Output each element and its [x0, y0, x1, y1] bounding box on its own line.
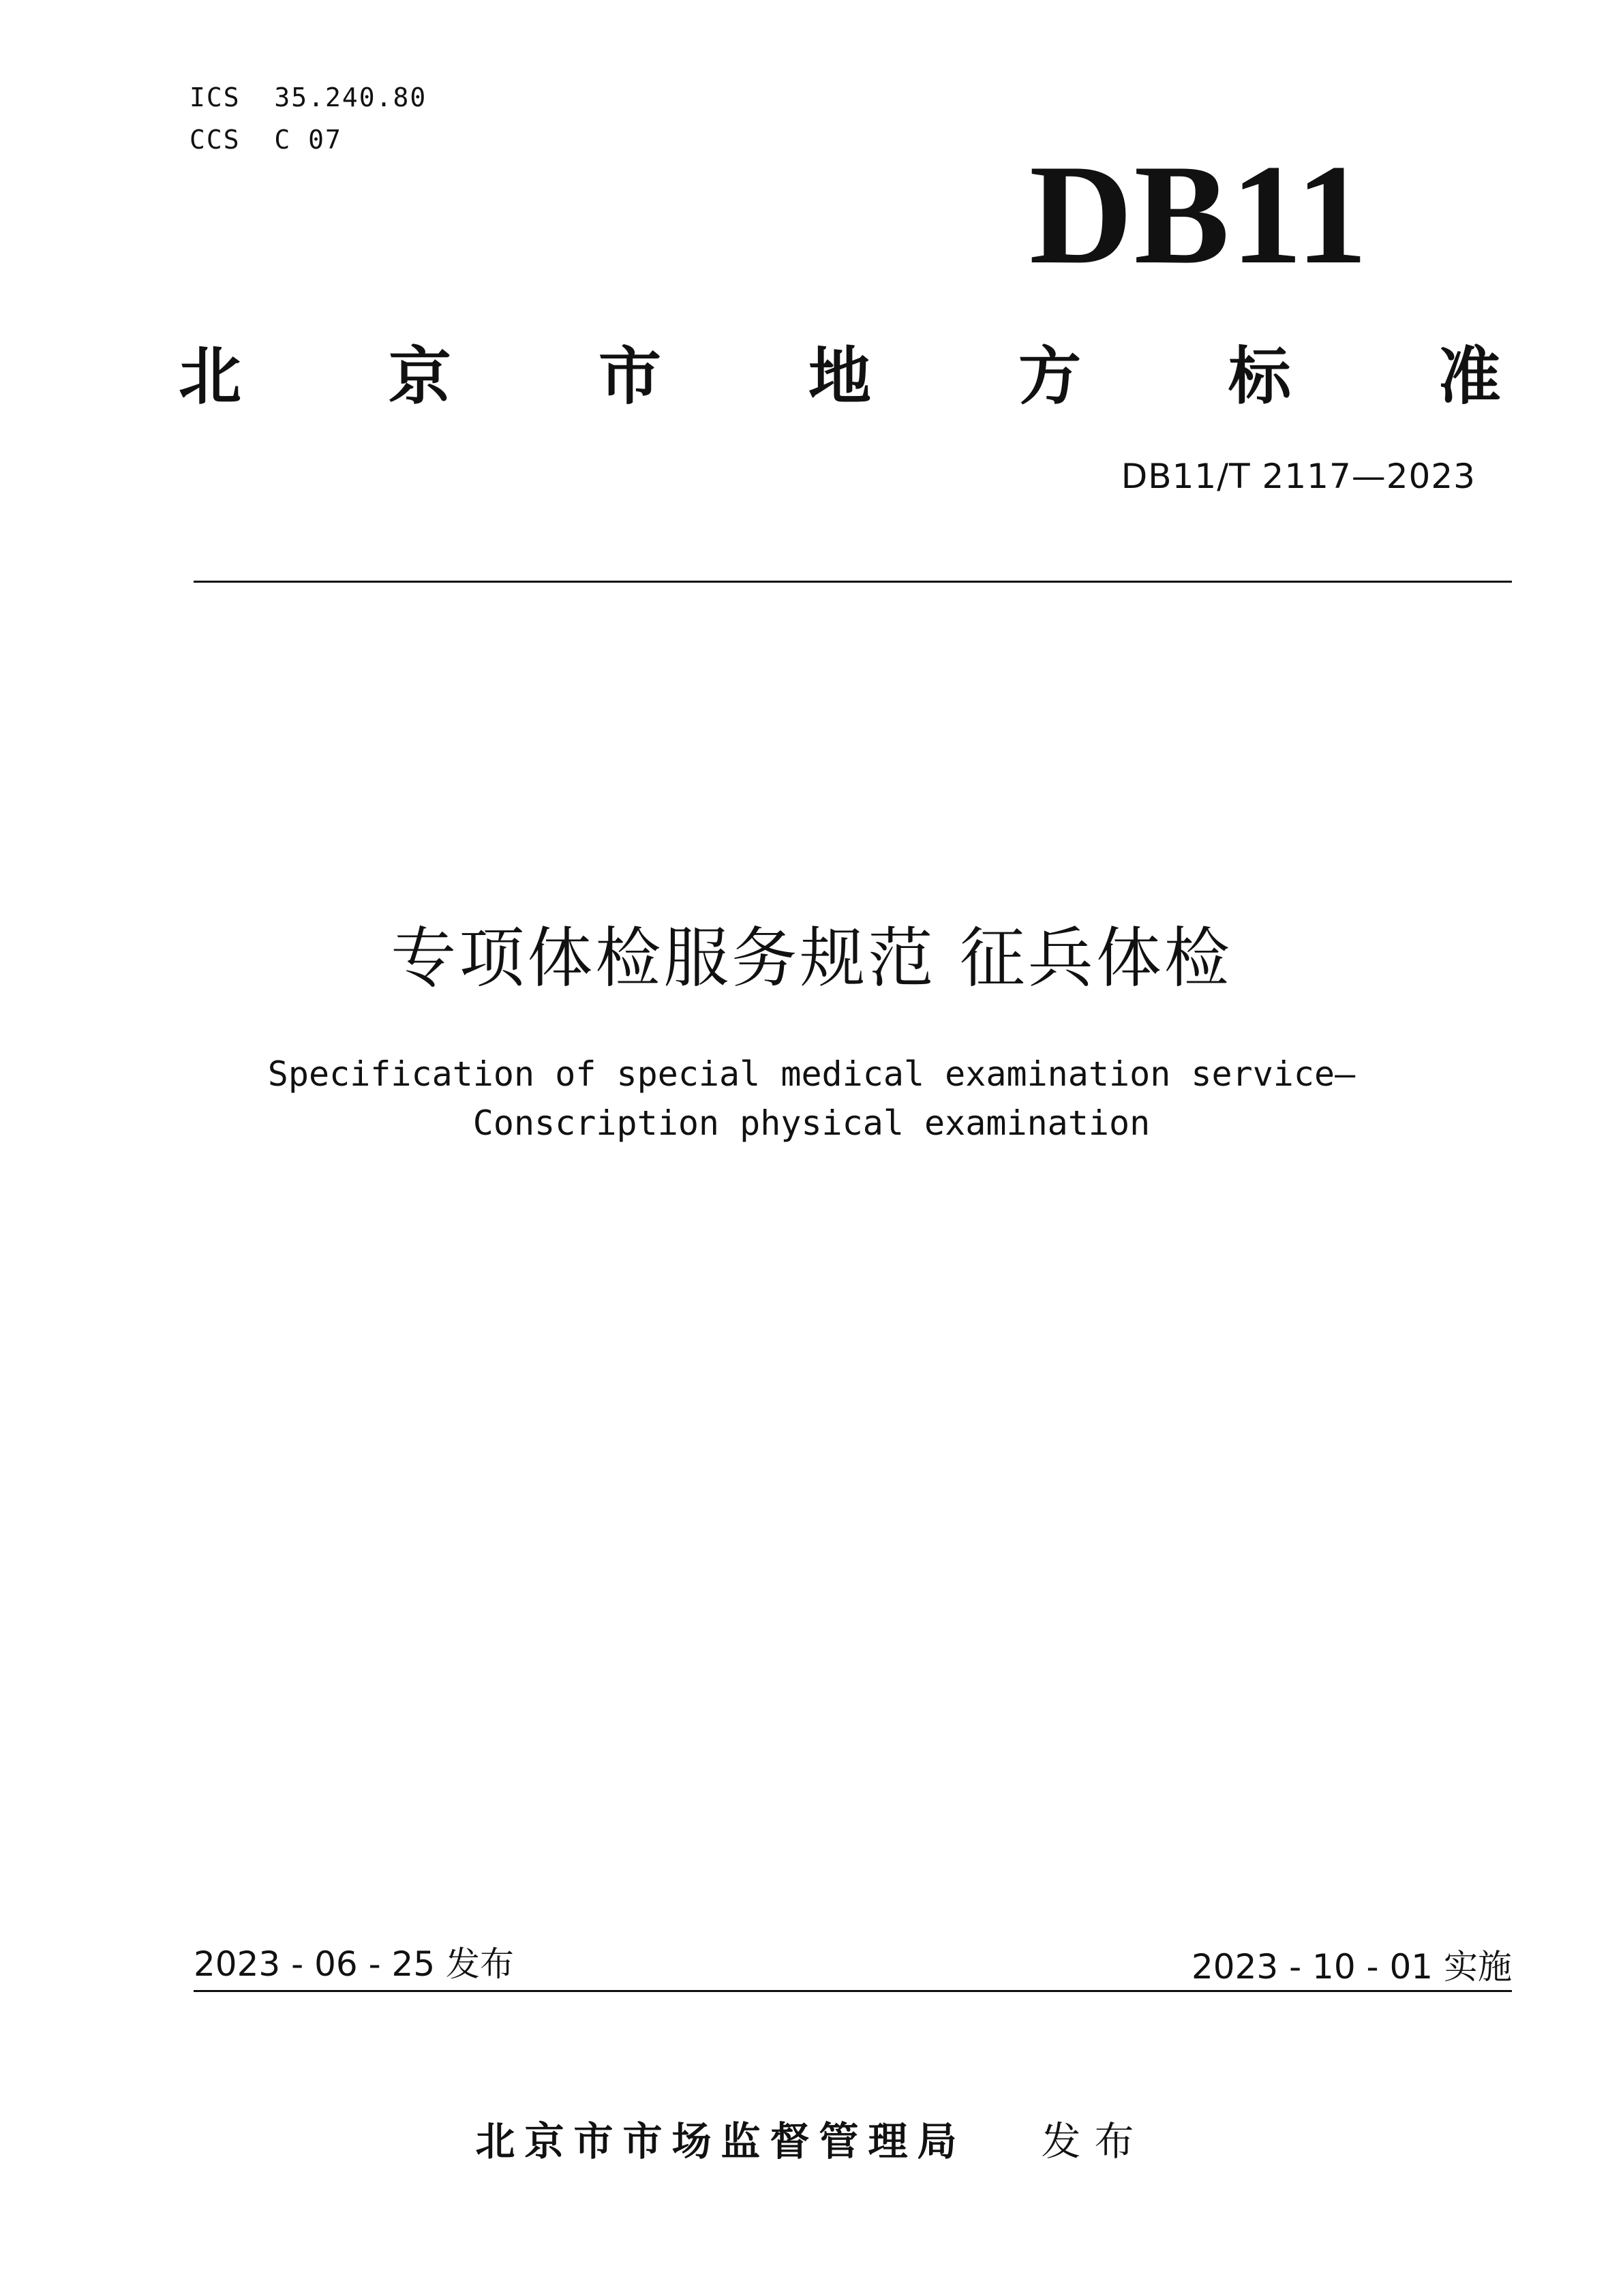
document-title-cn: 专项体检服务规范 征兵体检 [391, 920, 1232, 996]
standard-type-char: 标 [1228, 340, 1291, 413]
standard-type-char: 方 [1018, 340, 1081, 413]
classification-codes [189, 76, 427, 161]
standard-type-char: 京 [388, 340, 451, 413]
standard-type-char: 准 [1438, 340, 1501, 413]
ccs-code: CCS C 07 [189, 125, 342, 155]
bottom-divider [194, 1990, 1512, 1992]
document-title-en [0, 1050, 1623, 1148]
title-en-line2: Conscription physical examination [472, 1103, 1151, 1143]
ics-code: ICS 35.240.80 [189, 82, 427, 112]
standard-type-char: 北 [179, 340, 242, 413]
publish-date: 2023 - 06 - 25 发布 [194, 1944, 515, 1984]
db11-logo: DB11 [1029, 136, 1369, 294]
publisher-role: 发布 [1041, 2118, 1148, 2164]
effective-date: 2023 - 10 - 01 实施 [1191, 1947, 1512, 1987]
title-en-line1: Specification of special medical examination service— [267, 1054, 1356, 1094]
standard-type-char: 市 [598, 340, 661, 413]
publisher-name: 北京市市场监督管理局 [475, 2118, 967, 2164]
top-divider [194, 581, 1512, 583]
standard-type-char: 地 [808, 340, 871, 413]
standard-type-heading [179, 327, 1501, 416]
standard-number: DB11/T 2117—2023 [1121, 457, 1476, 496]
publisher-line [0, 2109, 1623, 2167]
